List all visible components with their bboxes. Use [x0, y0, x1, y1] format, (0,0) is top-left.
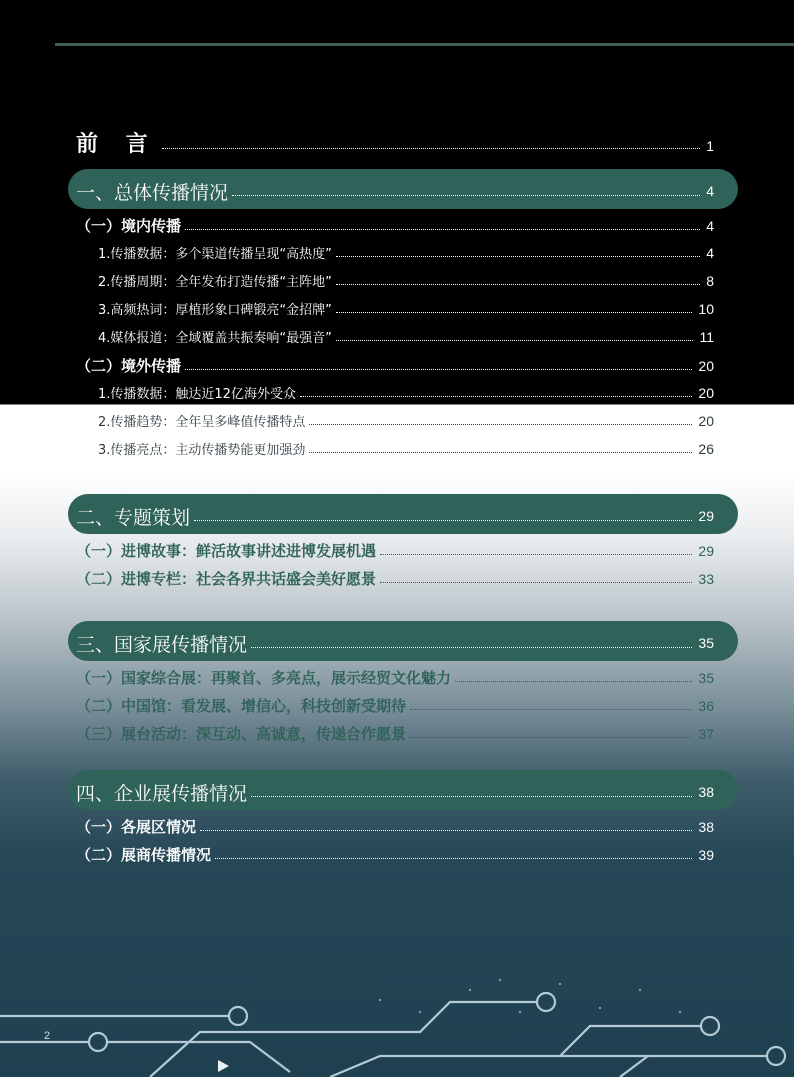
leader-dots — [336, 256, 700, 257]
section-page: 4 — [706, 183, 714, 199]
leader-dots — [185, 229, 700, 230]
toc-item[interactable] — [98, 408, 714, 430]
leader-dots — [200, 830, 692, 831]
section-title: 三、国家展传播情况 — [76, 634, 248, 656]
toc-item-label: 1.传播数据：多个渠道传播呈现“高热度” — [98, 247, 332, 262]
header-rule — [55, 43, 794, 46]
page-number: 2 — [44, 1030, 51, 1042]
toc-page-number: 4 — [706, 245, 714, 261]
toc-item[interactable] — [98, 380, 714, 402]
leader-dots — [162, 148, 701, 149]
section-title: 二、专题策划 — [76, 507, 191, 529]
toc-sub-label: （二）境外传播 — [76, 357, 182, 375]
toc-sub[interactable] — [76, 537, 714, 561]
play-arrow-icon — [218, 1060, 229, 1072]
section-row — [76, 772, 714, 806]
toc-sub-label: （二）展商传播情况 — [76, 846, 212, 864]
toc-sub[interactable] — [76, 813, 714, 837]
section-title: 四、企业展传播情况 — [76, 783, 248, 805]
leader-dots — [410, 709, 692, 710]
section-page: 35 — [698, 635, 714, 651]
section-page: 29 — [698, 508, 714, 524]
toc-item[interactable] — [98, 268, 714, 290]
toc-sub-overseas[interactable] — [76, 352, 714, 376]
leader-dots — [336, 284, 700, 285]
leader-dots — [410, 737, 692, 738]
leader-dots — [455, 681, 692, 682]
section-title: 一、总体传播情况 — [76, 182, 229, 204]
section-banner-1[interactable] — [68, 169, 738, 209]
toc-page-number: 36 — [698, 698, 714, 714]
toc-item[interactable] — [98, 240, 714, 262]
toc-sub-label: （三）展台活动：深互动、高诚意，传递合作愿景 — [76, 725, 407, 743]
toc-sub[interactable] — [76, 720, 714, 744]
toc-page-number: 20 — [698, 413, 714, 429]
toc-sub-label: （二）进博专栏：社会各界共话盛会美好愿景 — [76, 570, 377, 588]
toc-page-number: 38 — [698, 819, 714, 835]
toc-sub-domestic[interactable] — [76, 212, 714, 236]
toc-item[interactable] — [98, 324, 714, 346]
toc-page-number: 8 — [706, 273, 714, 289]
toc-sub-label: （二）中国馆：看发展、增信心，科技创新受期待 — [76, 697, 407, 715]
section-row — [76, 623, 714, 657]
toc-sub-label: （一）国家综合展：再聚首、多亮点，展示经贸文化魅力 — [76, 669, 452, 687]
leader-dots — [380, 582, 692, 583]
leader-dots — [309, 424, 692, 425]
toc-item-label: 1.传播数据：触达近12亿海外受众 — [98, 387, 296, 402]
toc-page-number: 33 — [698, 571, 714, 587]
leader-dots — [194, 520, 692, 521]
toc-item[interactable] — [98, 296, 714, 318]
toc-page-number: 26 — [698, 441, 714, 457]
section-banner-2[interactable] — [68, 494, 738, 534]
leader-dots — [251, 796, 692, 797]
leader-dots — [185, 369, 692, 370]
section-page: 38 — [698, 784, 714, 800]
section-row — [76, 171, 714, 205]
toc-page-number: 4 — [706, 218, 714, 234]
toc-page-number: 1 — [706, 138, 714, 154]
toc-sub[interactable] — [76, 841, 714, 865]
leader-dots — [232, 195, 700, 196]
leader-dots — [336, 340, 694, 341]
leader-dots — [336, 312, 693, 313]
toc-page-number: 20 — [698, 358, 714, 374]
section-banner-3[interactable] — [68, 621, 738, 661]
section-row — [76, 496, 714, 530]
circuit-decoration — [0, 960, 794, 1077]
toc-page-number: 10 — [698, 301, 714, 317]
toc-sub-label: （一）境内传播 — [76, 217, 182, 235]
leader-dots — [251, 647, 692, 648]
toc-item-label: 2.传播周期：全年发布打造传播“主阵地” — [98, 275, 332, 290]
leader-dots — [300, 396, 692, 397]
toc-sub[interactable] — [76, 692, 714, 716]
toc-sub[interactable] — [76, 565, 714, 589]
toc-sub-label: （一）进博故事：鲜活故事讲述进博发展机遇 — [76, 542, 377, 560]
toc-page-number: 29 — [698, 543, 714, 559]
toc-page-number: 11 — [699, 329, 714, 345]
toc-sub-label: （一）各展区情况 — [76, 818, 197, 836]
toc-item[interactable] — [98, 436, 714, 458]
toc-item-label: 3.传播亮点：主动传播势能更加强劲 — [98, 443, 306, 458]
toc-page-number: 37 — [698, 726, 714, 742]
toc-page-number: 39 — [698, 847, 714, 863]
toc-item-label: 3.高频热词：厚植形象口碑锻亮“金招牌” — [98, 303, 332, 318]
leader-dots — [215, 858, 692, 859]
leader-dots — [309, 452, 692, 453]
toc-sub[interactable] — [76, 664, 714, 688]
section-banner-4[interactable] — [68, 770, 738, 810]
leader-dots — [380, 554, 692, 555]
toc-item-label: 2.传播趋势：全年呈多峰值传播特点 — [98, 415, 306, 430]
toc-page-number: 20 — [698, 385, 714, 401]
toc-page-number: 35 — [698, 670, 714, 686]
toc-preface[interactable] — [76, 128, 714, 158]
toc-item-label: 4.媒体报道：全域覆盖共振奏响“最强音” — [98, 331, 332, 346]
toc-preface-label: 前 言 — [76, 132, 158, 157]
